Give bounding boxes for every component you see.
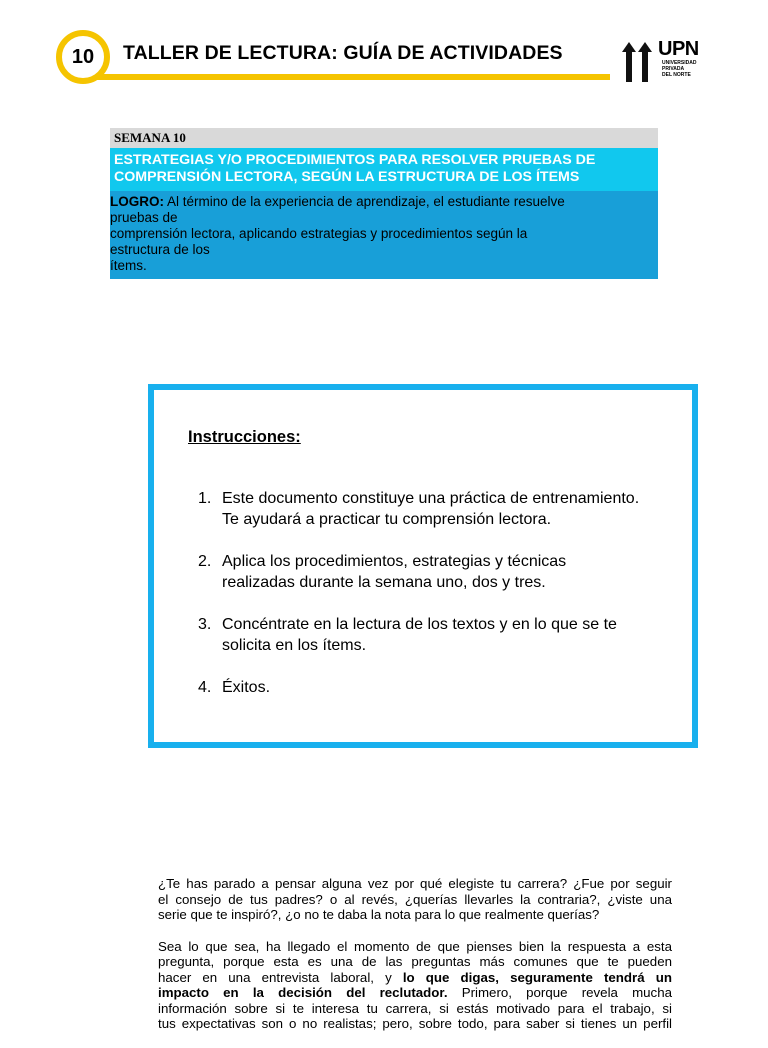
instruction-item: 2. Aplica los procedimientos, estrategias y técnicas realizadas durante la semana uno, dos y tres. <box>198 553 567 591</box>
paragraph: Sea lo que sea, ha llegado el momento de que pienses bien la respuesta a esta pregunta, porque esta es una de las preguntas más comunes que te pueden hacer en una entrevista laboral, y lo que digas, seguramente tendrá un impacto en la decisión del reclutador. Primero, porque revela mucha información sobre si te interesa tu carrera, si estás motivado para el trabajo, si tus expectativas son o no realistas; pero, sobre todo, para saber si tienes un perfil <box>158 938 672 1031</box>
page-title: TALLER DE LECTURA: GUÍA DE ACTIVIDADES <box>123 42 563 64</box>
instructions-box <box>148 384 698 748</box>
instruction-item: 4. Éxitos. <box>198 679 271 696</box>
week-label: SEMANA 10 <box>110 128 658 148</box>
logro-label: LOGRO: <box>110 194 164 209</box>
upn-logo-word: UPN <box>658 38 699 60</box>
instructions-heading: Instrucciones: <box>188 428 301 446</box>
upn-logo-subtitle: UNIVERSIDAD PRIVADA DEL NORTE <box>662 60 697 78</box>
upn-logo <box>620 40 704 84</box>
paragraph: ¿Te has parado a pensar alguna vez por qué elegiste tu carrera? ¿Fue por seguir el consejo de tus padres? o al revés, ¿querías llevarles la contraria?, ¿viste una serie que te inspiró?, ¿o no te daba la nota para lo que realmente querías? <box>158 876 672 922</box>
week-info-box <box>110 128 658 279</box>
upn-arrows-icon <box>620 40 656 84</box>
section-number: 10 <box>71 45 95 68</box>
reading-text <box>158 876 672 1048</box>
week-achievement: LOGRO: Al término de la experiencia de aprendizaje, el estudiante resuelve pruebas de comprensión lectora, aplicando estrategias y procedimientos según la estructura de los ítems. <box>110 191 658 279</box>
emphasis-text: impacto en la decisión del reclutador. <box>158 985 448 1000</box>
instructions-list <box>194 488 694 719</box>
instruction-item: 3. Concéntrate en la lectura de los textos y en lo que se te solicita en los ítems. <box>198 616 617 654</box>
emphasis-text: lo que digas, seguramente tendrá un <box>402 969 672 985</box>
header-divider <box>96 74 610 80</box>
week-topic: ESTRATEGIAS Y/O PROCEDIMIENTOS PARA RESOLVER PRUEBAS DE COMPRENSIÓN LECTORA, SEGÚN LA ESTRUCTURA DE LOS ÍTEMS <box>110 148 658 191</box>
instruction-item: 1. Este documento constituye una práctica de entrenamiento. Te ayudará a practicar tu comprensión lectora. <box>198 490 640 528</box>
